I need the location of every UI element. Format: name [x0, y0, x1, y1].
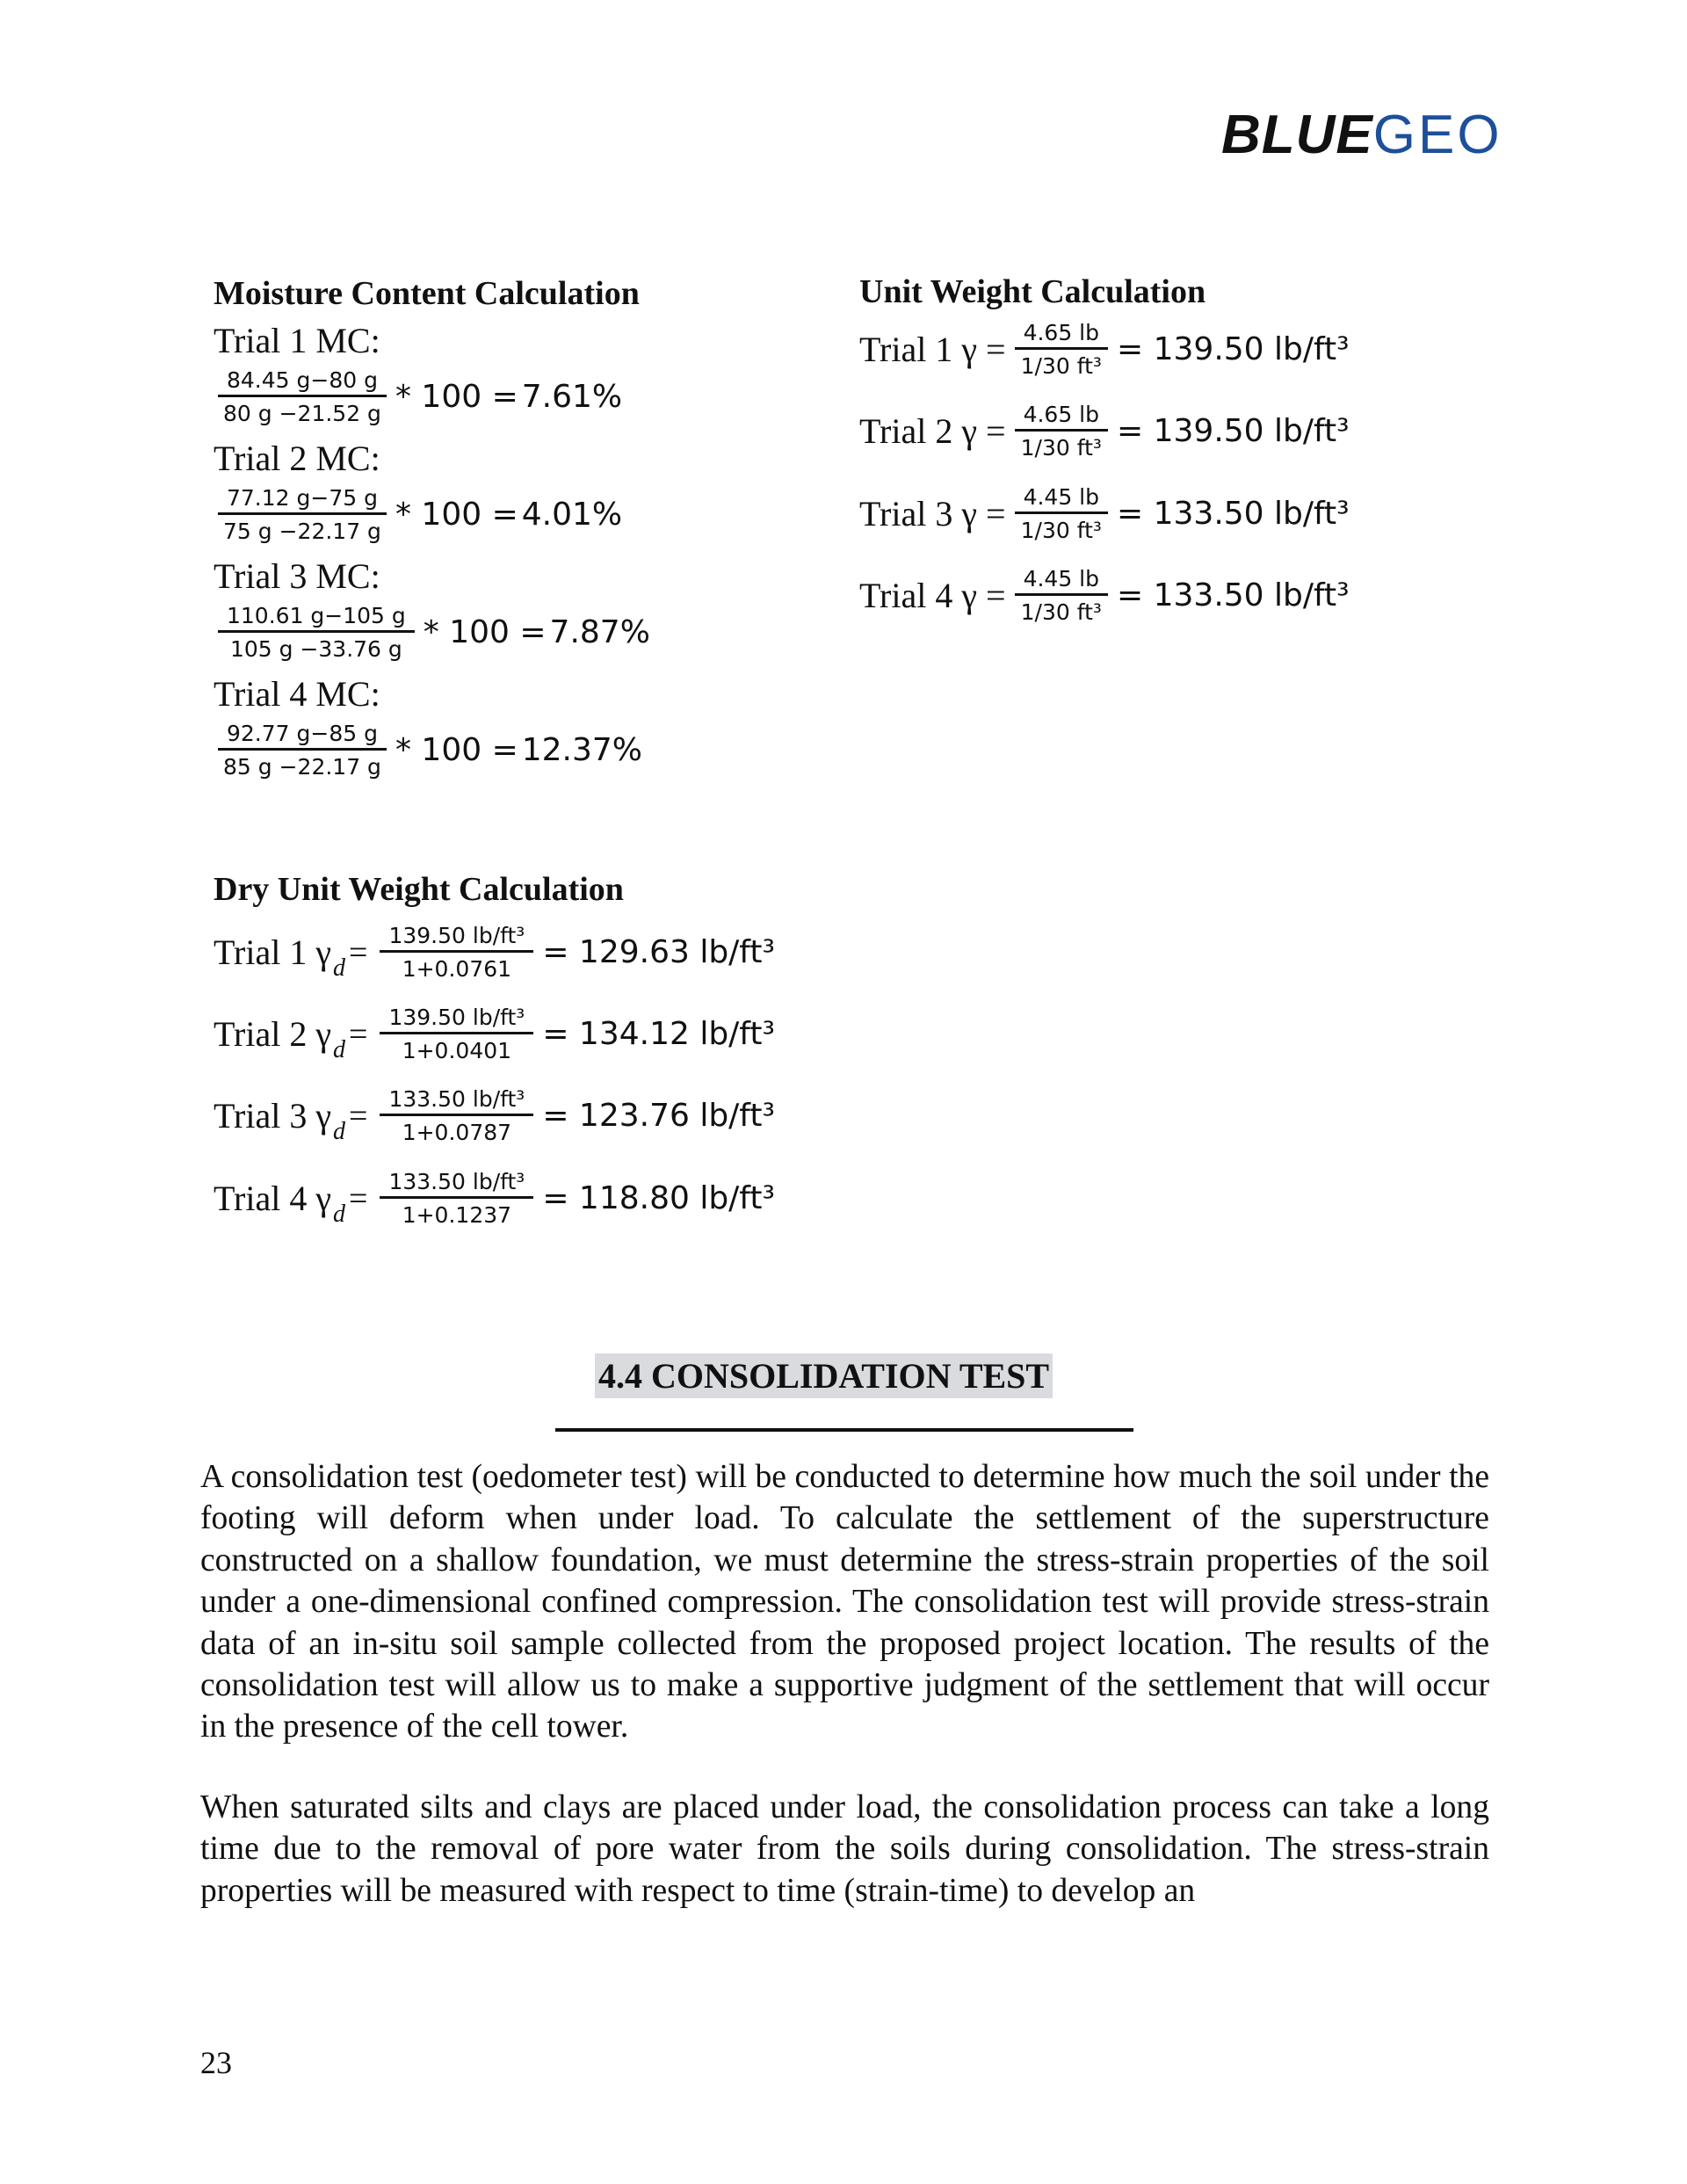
denominator: 1/30 ft³ — [1020, 518, 1102, 543]
uw-trial-label: Trial 1 γ = — [859, 330, 1006, 369]
mc-trial-label: Trial 3 MC: — [214, 556, 380, 596]
result: = 133.50 lb/ft³ — [1117, 496, 1350, 532]
dry-trial-label: Trial 1 γ — [214, 932, 332, 972]
numerator: 4.65 lb — [1015, 320, 1108, 350]
result: = 139.50 lb/ft³ — [1117, 413, 1350, 449]
uw-trial-4 — [859, 566, 1350, 625]
logo-part-blue: BLUE — [1221, 105, 1373, 165]
numerator: 4.65 lb — [1015, 402, 1108, 432]
fraction — [1015, 566, 1108, 625]
fraction — [218, 367, 387, 426]
mc-trial-3-equation — [209, 603, 650, 662]
denominator: 80 g −21.52 g — [223, 401, 381, 426]
mc-trial-label: Trial 2 MC: — [214, 439, 380, 478]
result: = 129.63 lb/ft³ — [542, 934, 775, 970]
dry-trial-2 — [214, 1005, 775, 1063]
mc-trial-4-label-row — [214, 673, 380, 715]
uw-trial-label: Trial 2 γ = — [859, 411, 1006, 451]
subscript: d — [333, 1200, 346, 1228]
fraction — [380, 923, 533, 982]
numerator: 84.45 g−80 g — [218, 367, 387, 397]
denominator: 1+0.1237 — [402, 1202, 512, 1228]
operator: * 100 = — [395, 497, 518, 533]
dry-trial-label: Trial 4 γ — [214, 1179, 332, 1218]
result: = 139.50 lb/ft³ — [1117, 331, 1350, 367]
subscript: d — [333, 1117, 346, 1145]
numerator: 133.50 lb/ft³ — [380, 1086, 533, 1116]
result: = 118.80 lb/ft³ — [542, 1180, 775, 1216]
fraction — [380, 1086, 533, 1145]
heading-underline — [555, 1428, 1133, 1432]
dry-unit-weight-heading: Dry Unit Weight Calculation — [214, 871, 624, 908]
paragraph: A consolidation test (oedometer test) will be conducted to determine how much the soil under the footing will deform when under load. To calculate the settlement of the superstructure constructed on a shallow foundation, we must determine the stress-strain properties of the soil under a one-dimensional confined compression. The consolidation test will provide stress-strain data of an in-situ soil sample collected from the proposed project location. The results of the consolidation test will allow us to make a supportive judgment of the settlement that will occur in the presence of the cell tower. — [200, 1459, 1489, 1745]
fraction — [380, 1005, 533, 1063]
fraction — [218, 485, 387, 544]
mc-trial-4-equation — [209, 721, 642, 780]
mc-trial-1-equation — [209, 367, 622, 426]
numerator: 139.50 lb/ft³ — [380, 923, 533, 953]
mc-trial-1-label-row — [214, 320, 380, 361]
mc-trial-label: Trial 1 MC: — [214, 321, 380, 360]
numerator: 77.12 g−75 g — [218, 485, 387, 515]
uw-trial-label: Trial 3 γ = — [859, 494, 1006, 533]
logo-part-geo: GEO — [1372, 105, 1502, 165]
denominator: 1+0.0761 — [402, 956, 512, 982]
equals: = — [349, 1097, 368, 1135]
numerator: 92.77 g−85 g — [218, 721, 387, 751]
section-heading: 4.4 CONSOLIDATION TEST — [595, 1353, 1053, 1398]
fraction — [1015, 484, 1108, 543]
denominator: 85 g −22.17 g — [223, 754, 381, 780]
subscript: d — [333, 1035, 346, 1063]
mc-trial-2-label-row — [214, 438, 380, 479]
equals: = — [349, 1015, 368, 1053]
result: 12.37% — [521, 732, 643, 768]
result: 7.61% — [521, 379, 623, 415]
dry-trial-4 — [214, 1169, 775, 1228]
denominator: 1+0.0787 — [402, 1120, 512, 1145]
numerator: 4.45 lb — [1015, 484, 1108, 514]
result: 4.01% — [521, 497, 623, 533]
result: = 133.50 lb/ft³ — [1117, 577, 1350, 613]
uw-trial-2 — [859, 402, 1350, 461]
moisture-heading: Moisture Content Calculation — [214, 275, 640, 312]
fraction — [380, 1169, 533, 1228]
fraction — [1015, 402, 1108, 461]
result: = 134.12 lb/ft³ — [542, 1016, 775, 1052]
dry-trial-label: Trial 3 γ — [214, 1096, 332, 1136]
subscript: d — [333, 954, 346, 982]
dry-trial-3 — [214, 1086, 775, 1145]
dry-trial-label: Trial 2 γ — [214, 1014, 332, 1054]
denominator: 1/30 ft³ — [1020, 599, 1102, 625]
bluegeo-logo — [1221, 104, 1502, 166]
mc-trial-3-label-row — [214, 555, 380, 597]
operator: * 100 = — [423, 614, 547, 650]
uw-trial-label: Trial 4 γ = — [859, 576, 1006, 615]
numerator: 133.50 lb/ft³ — [380, 1169, 533, 1199]
denominator: 75 g −22.17 g — [223, 519, 381, 544]
mc-trial-label: Trial 4 MC: — [214, 674, 380, 714]
numerator: 139.50 lb/ft³ — [380, 1005, 533, 1034]
denominator: 1/30 ft³ — [1020, 435, 1102, 461]
uw-trial-1 — [859, 320, 1350, 379]
equals: = — [349, 933, 368, 971]
denominator: 1+0.0401 — [402, 1038, 512, 1063]
page-number: 23 — [200, 2045, 232, 2080]
numerator: 110.61 g−105 g — [218, 603, 415, 633]
numerator: 4.45 lb — [1015, 566, 1108, 596]
result: 7.87% — [549, 614, 650, 650]
operator: * 100 = — [395, 732, 518, 768]
uw-trial-3 — [859, 484, 1350, 543]
unit-weight-heading: Unit Weight Calculation — [859, 273, 1206, 310]
fraction — [218, 603, 415, 662]
paragraph: When saturated silts and clays are placed under load, the consolidation process can take a long time due to the removal of pore water from the soils during consolidation. The stress-strain properties will be measured with respect to time (strain-time) to develop an — [200, 1789, 1489, 1909]
fraction — [218, 721, 387, 780]
result: = 123.76 lb/ft³ — [542, 1098, 775, 1134]
operator: * 100 = — [395, 379, 518, 415]
fraction — [1015, 320, 1108, 379]
denominator: 105 g −33.76 g — [229, 636, 402, 662]
dry-trial-1 — [214, 923, 775, 982]
denominator: 1/30 ft³ — [1020, 353, 1102, 379]
mc-trial-2-equation — [209, 485, 622, 544]
equals: = — [349, 1179, 368, 1217]
